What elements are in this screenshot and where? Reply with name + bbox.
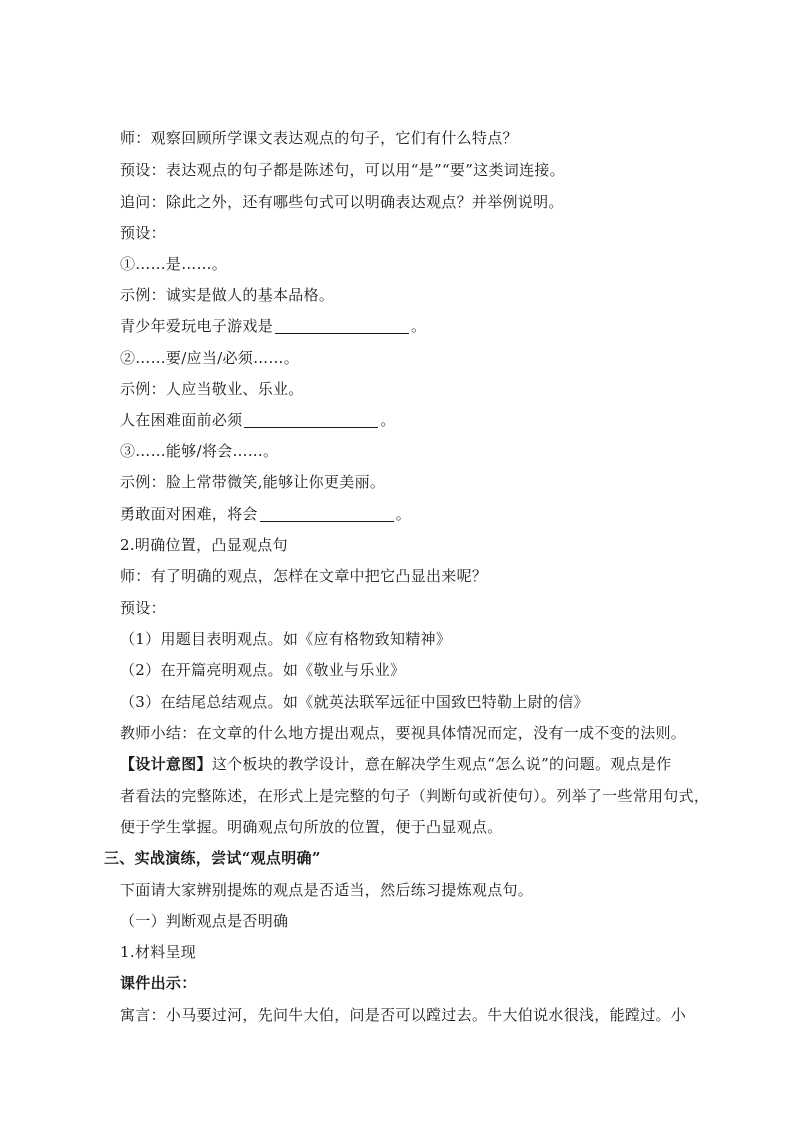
text-line: 寓言：小马要过河，先问牛大伯，问是否可以蹚过去。牛大伯说水很浅，能蹚过。小 — [120, 1006, 687, 1024]
fill-blank-line — [120, 406, 396, 434]
subheading: （一）判断观点是否明确 — [120, 912, 289, 930]
text-line: 预设： — [120, 224, 166, 242]
design-intent-line — [120, 750, 671, 778]
answer-blank — [275, 317, 409, 334]
text-line: 师：有了明确的观点，怎样在文章中把它凸显出来呢？ — [120, 567, 488, 585]
text-line: ③……能够/将会……。 — [120, 442, 279, 460]
design-intent-label: 【设计意图】 — [120, 755, 212, 773]
list-item: （2）在开篇亮明观点。如《敬业与乐业》 — [120, 661, 406, 679]
period: 。 — [411, 317, 427, 335]
text-line: 便于学生掌握。明确观点句所放的位置，便于凸显观点。 — [120, 818, 503, 836]
text-line: ①……是……。 — [120, 255, 228, 273]
text-line: 预设： — [120, 599, 166, 617]
text-line: 者看法的完整陈述，在形式上是完整的句子（判断句或祈使句）。列举了一些常用句式， — [120, 787, 710, 805]
prompt-text: 人在困难面前必须 — [120, 411, 243, 429]
prompt-text: 勇敢面对困难，将会 — [120, 505, 258, 523]
fill-blank-line — [120, 500, 411, 528]
design-intent-text: 这个板块的教学设计，意在解决学生观点“怎么说”的问题。观点是作 — [211, 755, 672, 773]
text-line: 下面请大家辨别提炼的观点是否适当，然后练习提炼观点句。 — [120, 881, 534, 899]
prompt-text: 青少年爱玩电子游戏是 — [120, 317, 274, 335]
fill-blank-line — [120, 312, 426, 340]
period: 。 — [395, 505, 412, 523]
subheading: 2.明确位置，凸显观点句 — [120, 536, 288, 554]
text-line: ②……要/应当/必须……。 — [120, 349, 300, 367]
section-heading: 三、实战演练，尝试“观点明确” — [104, 849, 321, 867]
text-line: 师：观察回顾所学课文表达观点的句子，它们有什么特点？ — [120, 129, 518, 147]
answer-blank — [244, 411, 378, 428]
list-item: （1）用题目表明观点。如《应有格物致知精神》 — [120, 630, 452, 648]
text-line: 追问：除此之外，还有哪些句式可以明确表达观点？并举例说明。 — [120, 193, 564, 211]
text-line: 教师小结：在文章的什么地方提出观点，要视具体情况而定，没有一成不变的法则。 — [120, 724, 687, 742]
text-line: 预设：表达观点的句子都是陈述句，可以用“是”“要”这类词连接。 — [120, 161, 565, 179]
subheading: 1.材料呈现 — [120, 943, 197, 961]
list-item: （3）在结尾总结观点。如《就英法联军远征中国致巴特勒上尉的信》 — [120, 693, 589, 711]
text-line: 示例：诚实是做人的基本品格。 — [120, 286, 335, 304]
period: 。 — [380, 411, 396, 429]
text-line: 示例：脸上常带微笑,能够让你更美丽。 — [120, 473, 386, 491]
text-line: 示例：人应当敬业、乐业。 — [120, 380, 304, 398]
answer-blank — [260, 505, 394, 522]
courseware-label: 课件出示： — [120, 974, 197, 992]
